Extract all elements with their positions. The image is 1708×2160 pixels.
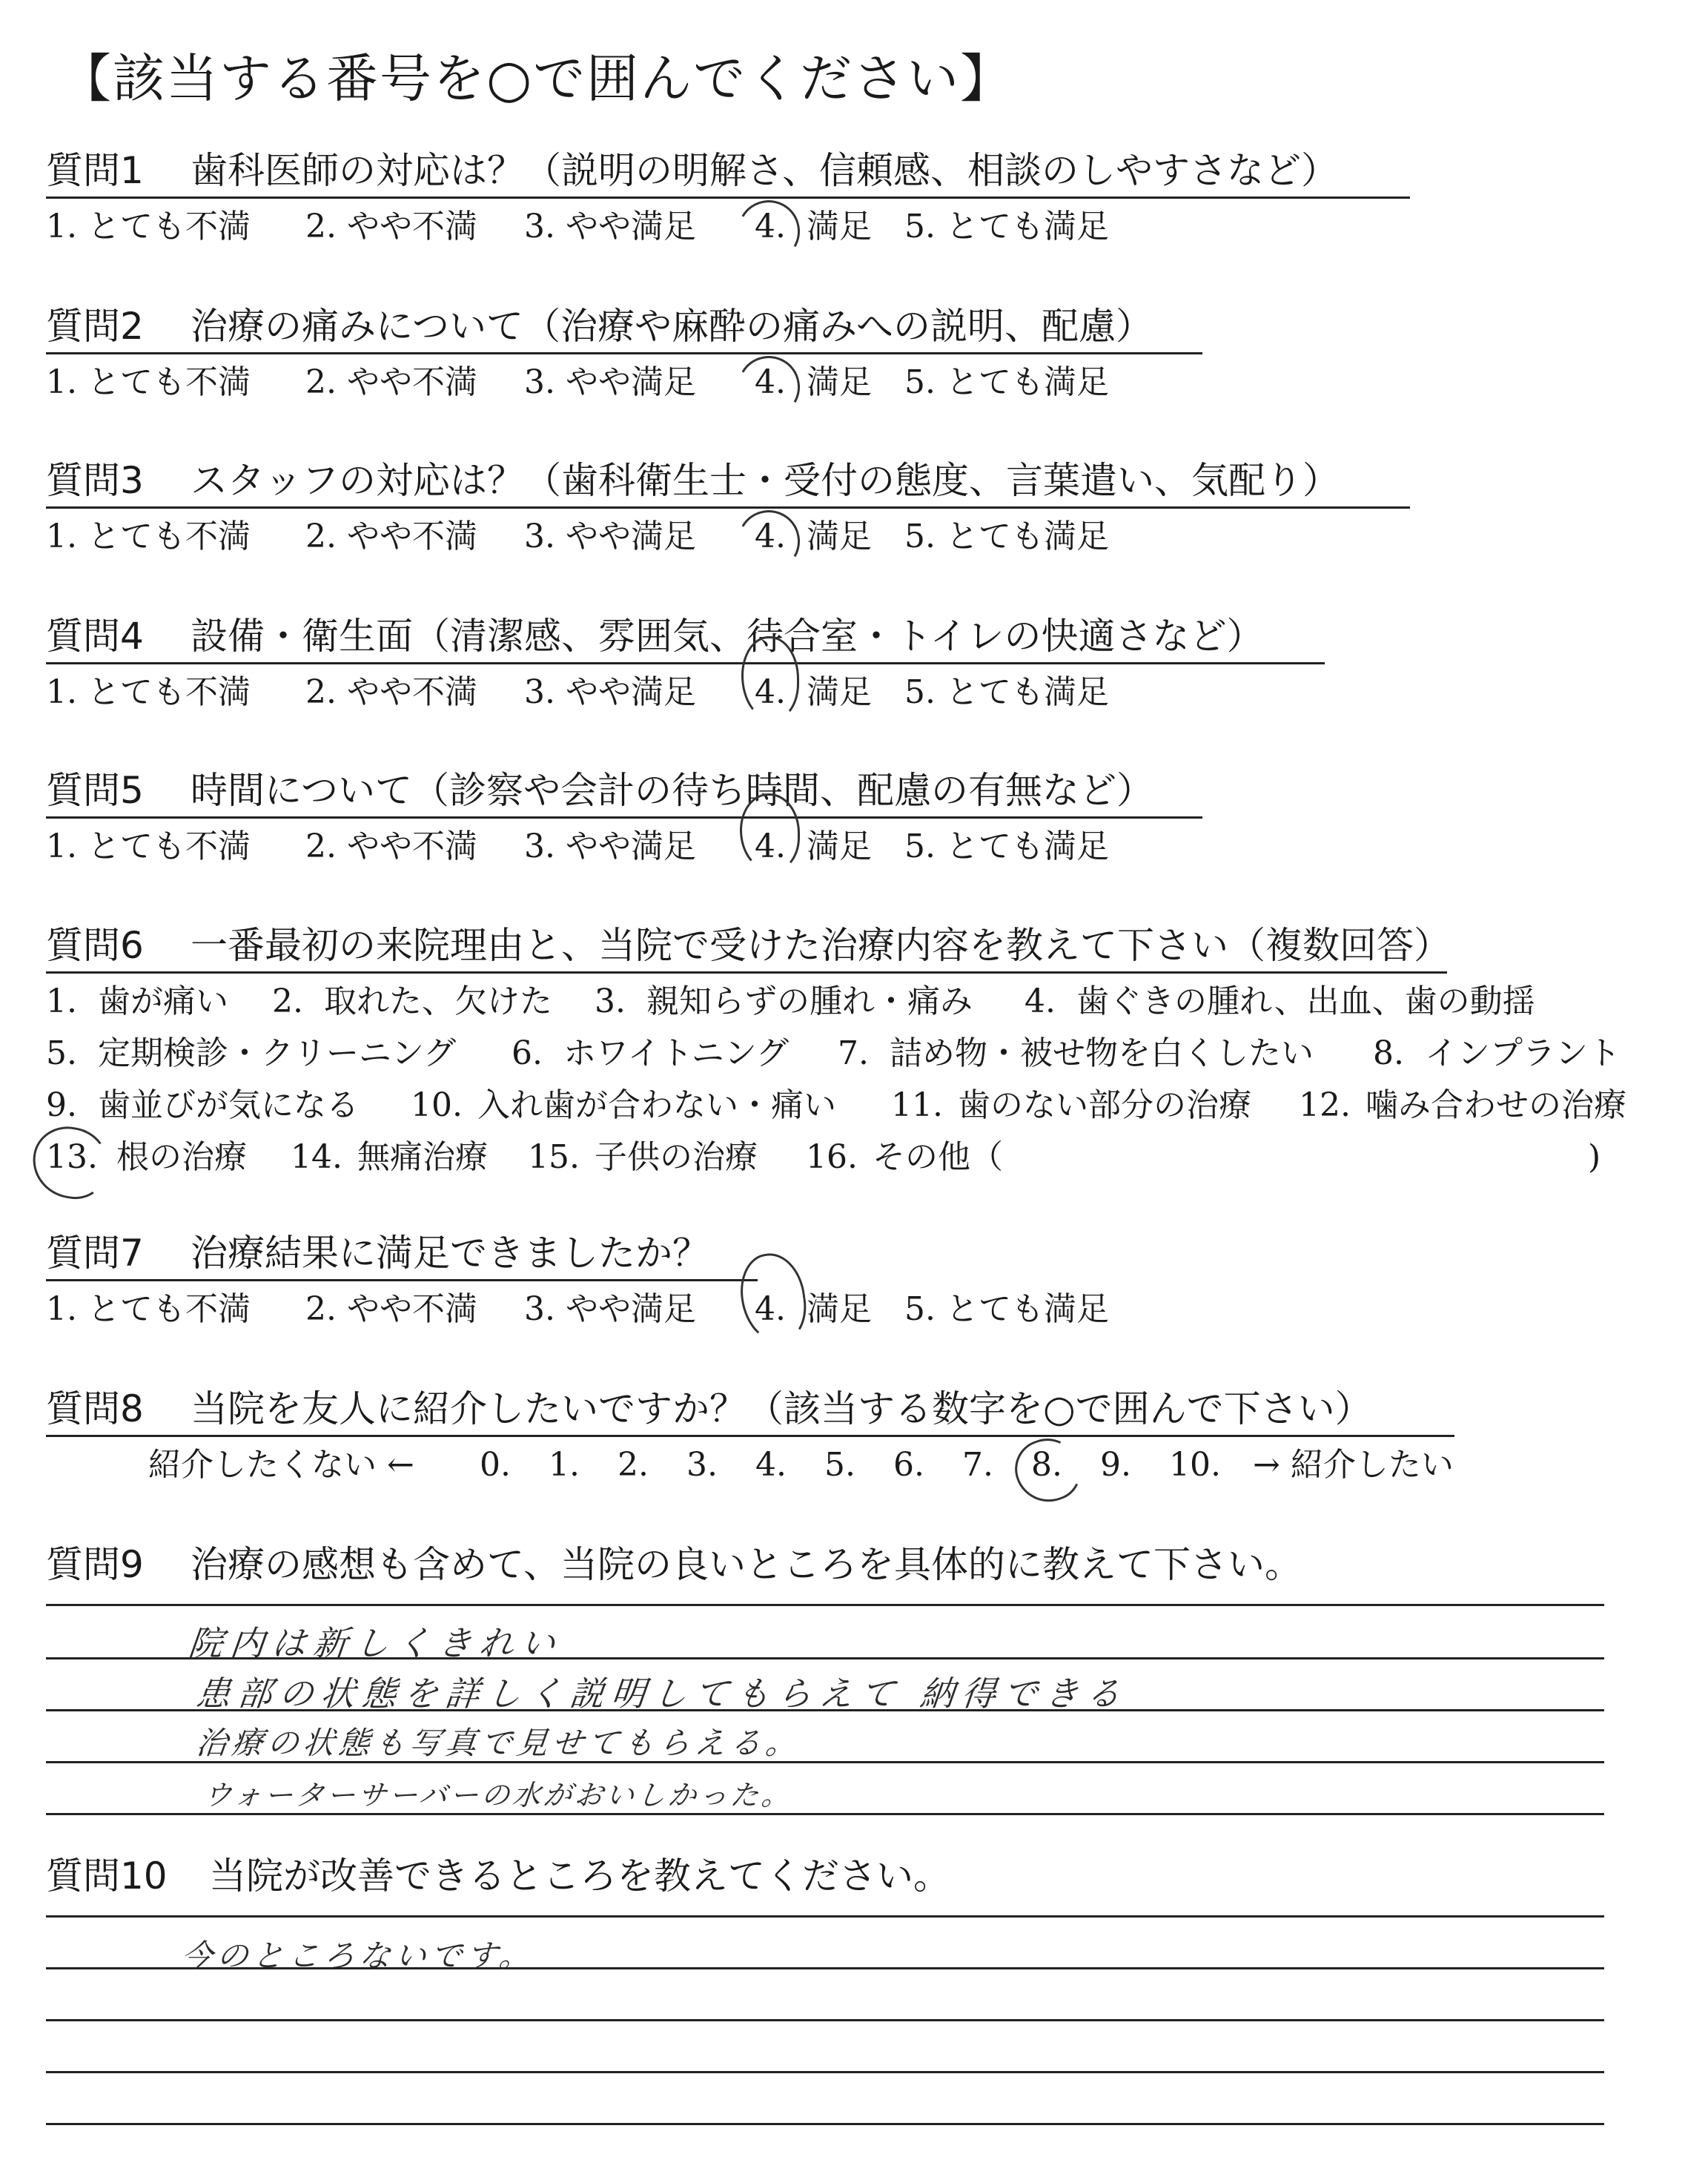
q2-option-4[interactable]: 4.	[755, 363, 786, 401]
q3-selection-circle	[731, 503, 807, 580]
q6-option-4-num[interactable]: 4.	[1025, 982, 1056, 1020]
q6-option-15[interactable]: 子供の治療	[595, 1138, 758, 1176]
q7-options	[46, 1290, 1232, 1335]
q1-selection-circle	[731, 194, 807, 270]
q6-option-12[interactable]: 噛み合わせの治療	[1366, 1086, 1626, 1124]
q2-options	[46, 363, 1232, 408]
q6-option-7[interactable]: 詰め物・被せ物を白くしたい	[890, 1034, 1314, 1072]
question-6-text: 一番最初の来院理由と、当院で受けた治療内容を教えて下さい（複数回答）	[191, 924, 1451, 967]
q6-option-9-num[interactable]: 9.	[46, 1086, 77, 1124]
q6-option-2-num[interactable]: 2.	[272, 982, 303, 1020]
question-2-heading	[46, 304, 1153, 349]
q9-answer-1[interactable]: 院内は新しくきれい	[186, 1623, 565, 1663]
question-6-heading	[46, 923, 1451, 968]
q6-option-14[interactable]: 無痛治療	[357, 1138, 488, 1176]
question-7-text: 治療結果に満足できましたか？	[191, 1232, 709, 1275]
q9-answer-line-5	[46, 1813, 1604, 1815]
q8-option-6[interactable]: 6.	[893, 1446, 924, 1484]
question-7-underline	[46, 1279, 758, 1281]
q8-option-9[interactable]: 9.	[1100, 1446, 1131, 1484]
q7-option-2[interactable]: 2. やや不満	[305, 1290, 477, 1328]
question-6-underline	[46, 971, 1447, 974]
question-4-heading	[46, 614, 1264, 658]
q9-answer-4[interactable]: ウォーターサーバーの水がおいしかった。	[202, 1779, 795, 1811]
q3-option-4-label: 満足	[807, 518, 872, 555]
q7-option-1[interactable]: 1. とても不満	[46, 1290, 251, 1328]
question-1-heading	[46, 148, 1338, 193]
question-10-heading	[46, 1854, 950, 1898]
q2-option-5[interactable]: 5. とても満足	[904, 363, 1109, 401]
q6-option-4[interactable]: 歯ぐきの腫れ、出血、歯の動揺	[1076, 982, 1535, 1020]
q8-option-2[interactable]: 2.	[618, 1446, 649, 1484]
q6-option-6[interactable]: ホワイトニング	[563, 1034, 790, 1072]
q6-option-9[interactable]: 歯並びが気になる	[98, 1086, 359, 1124]
q2-selection-circle	[731, 349, 807, 426]
question-8-text: 当院を友人に紹介したいですか？（該当する数字を○で囲んで下さい）	[191, 1387, 1372, 1430]
question-5-heading	[46, 768, 1153, 813]
q2-option-4-label: 満足	[807, 363, 872, 401]
question-1-number: 質問1	[46, 149, 144, 192]
q6-option-5-num[interactable]: 5.	[46, 1034, 77, 1072]
q2-option-1[interactable]: 1. とても不満	[46, 363, 251, 401]
q4-option-4-label: 満足	[807, 673, 872, 711]
question-2-number: 質問2	[46, 305, 144, 348]
q4-option-4[interactable]: 4.	[755, 673, 786, 711]
question-5-number: 質問5	[46, 769, 144, 812]
q10-answer-line-3	[46, 2019, 1604, 2021]
question-5-text: 時間について（診察や会計の待ち時間、配慮の有無など）	[191, 769, 1153, 812]
q8-left-label: 紹介したくない ←	[148, 1446, 414, 1484]
q8-option-5[interactable]: 5.	[824, 1446, 855, 1484]
q1-option-1[interactable]: 1. とても不満	[46, 208, 251, 245]
q8-option-10[interactable]: 10.	[1169, 1446, 1221, 1484]
question-1-underline	[46, 196, 1410, 199]
q4-option-5[interactable]: 5. とても満足	[904, 673, 1109, 711]
q6-option-10-num[interactable]: 10.	[411, 1086, 463, 1124]
q8-option-0[interactable]: 0.	[480, 1446, 511, 1484]
q5-option-2[interactable]: 2. やや不満	[305, 828, 477, 865]
q6-option-6-num[interactable]: 6.	[512, 1034, 543, 1072]
q7-option-5[interactable]: 5. とても満足	[904, 1290, 1109, 1328]
q6-option-14-num[interactable]: 14.	[291, 1138, 342, 1176]
q6-option-8-num[interactable]: 8.	[1373, 1034, 1404, 1072]
q7-option-3[interactable]: 3. やや満足	[524, 1290, 696, 1328]
q5-options	[46, 828, 1232, 872]
q6-selection-circle	[27, 1121, 113, 1204]
question-5-underline	[46, 816, 1202, 819]
q6-option-8[interactable]: インプラント	[1425, 1034, 1621, 1072]
q6-row-1	[46, 982, 1640, 1027]
q1-option-5[interactable]: 5. とても満足	[904, 208, 1109, 245]
question-7-heading	[46, 1231, 709, 1275]
q8-selection-circle	[1007, 1430, 1088, 1511]
q10-answer-line-1	[46, 1915, 1604, 1918]
q8-option-8[interactable]: 8.	[1031, 1446, 1062, 1484]
q8-option-1[interactable]: 1.	[549, 1446, 580, 1484]
form-title: 【該当する番号を○で囲んでください】	[59, 48, 1014, 109]
q5-option-3[interactable]: 3. やや満足	[524, 828, 696, 865]
q6-option-3-num[interactable]: 3.	[595, 982, 626, 1020]
q1-option-4[interactable]: 4.	[755, 208, 786, 245]
question-3-number: 質問3	[46, 459, 144, 502]
q6-option-2[interactable]: 取れた、欠けた	[324, 982, 552, 1020]
q3-option-4[interactable]: 4.	[755, 518, 786, 555]
q9-answer-2[interactable]: 患部の状態を詳しく説明してもらえて 納得できる	[193, 1674, 1131, 1714]
q6-option-13[interactable]: 根の治療	[116, 1138, 247, 1176]
q3-option-3[interactable]: 3. やや満足	[524, 518, 696, 555]
q6-option-1[interactable]: 歯が痛い	[98, 982, 228, 1020]
question-6-number: 質問6	[46, 924, 144, 967]
q7-option-4[interactable]: 4.	[755, 1290, 786, 1328]
q8-option-7[interactable]: 7.	[962, 1446, 993, 1484]
q1-option-3[interactable]: 3. やや満足	[524, 208, 696, 245]
question-8-underline	[46, 1435, 1454, 1437]
q6-row-2	[46, 1034, 1640, 1079]
q5-option-4[interactable]: 4.	[755, 828, 786, 865]
question-9-heading	[46, 1542, 1302, 1587]
question-3-text: スタッフの対応は？（歯科衛生士・受付の態度、言葉遣い、気配り）	[191, 459, 1340, 502]
q2-option-3[interactable]: 3. やや満足	[524, 363, 696, 401]
q6-option-7-num[interactable]: 7.	[838, 1034, 869, 1072]
question-8-number: 質問8	[46, 1387, 144, 1430]
question-9-text: 治療の感想も含めて、当院の良いところを具体的に教えて下さい。	[191, 1543, 1302, 1586]
q1-option-2[interactable]: 2. やや不満	[305, 208, 477, 245]
q6-option-10[interactable]: 入れ歯が合わない・痛い	[477, 1086, 836, 1124]
q6-row-3	[46, 1086, 1662, 1131]
q6-row-4	[46, 1138, 1640, 1183]
q7-option-4-label: 満足	[807, 1290, 872, 1328]
question-3-heading	[46, 458, 1340, 503]
q8-option-3[interactable]: 3.	[686, 1446, 718, 1484]
question-4-number: 質問4	[46, 615, 144, 658]
q6-option-15-num[interactable]: 15.	[528, 1138, 580, 1176]
question-7-number: 質問7	[46, 1232, 144, 1275]
q10-answer-line-4	[46, 2071, 1604, 2073]
q4-option-3[interactable]: 3. やや満足	[524, 673, 696, 711]
q6-option-13-num[interactable]: 13.	[46, 1138, 98, 1176]
q6-option-12-num[interactable]: 12.	[1299, 1086, 1351, 1124]
question-4-underline	[46, 662, 1325, 664]
q6-option-16[interactable]: その他（	[873, 1138, 1003, 1176]
q4-option-1[interactable]: 1. とても不満	[46, 673, 251, 711]
q2-option-2[interactable]: 2. やや不満	[305, 363, 477, 401]
question-2-text: 治療の痛みについて（治療や麻酔の痛みへの説明、配慮）	[191, 305, 1153, 348]
q6-option-16-num[interactable]: 16.	[806, 1138, 858, 1176]
q5-option-1[interactable]: 1. とても不満	[46, 828, 251, 865]
question-4-text: 設備・衛生面（清潔感、雰囲気、待合室・トイレの快適さなど）	[191, 615, 1264, 658]
q5-option-4-label: 満足	[807, 828, 872, 865]
q6-option-11[interactable]: 歯のない部分の治療	[958, 1086, 1251, 1124]
q9-answer-3[interactable]: 治療の状態も写真で見せてもらえる。	[194, 1725, 804, 1761]
q8-option-4[interactable]: 4.	[755, 1446, 787, 1484]
question-10-number: 質問10	[46, 1855, 168, 1898]
q5-option-5[interactable]: 5. とても満足	[904, 828, 1109, 865]
q4-options	[46, 673, 1232, 718]
question-9-number: 質問9	[46, 1543, 144, 1586]
question-10-text: 当院が改善できるところを教えてください。	[209, 1855, 950, 1898]
q6-option-3[interactable]: 親知らずの腫れ・痛み	[646, 982, 973, 1020]
question-1-text: 歯科医師の対応は？（説明の明解さ、信頼感、相談のしやすさなど）	[191, 149, 1338, 192]
q8-scale	[148, 1446, 1497, 1490]
q6-option-1-num[interactable]: 1.	[46, 982, 77, 1020]
q6-other-close-paren: )	[1588, 1138, 1601, 1176]
question-3-underline	[46, 506, 1410, 509]
question-2-underline	[46, 352, 1202, 354]
q9-answer-line-1	[46, 1604, 1604, 1606]
q3-option-5[interactable]: 5. とても満足	[904, 518, 1109, 555]
q6-option-5[interactable]: 定期検診・クリーニング	[98, 1034, 457, 1072]
q4-option-2[interactable]: 2. やや不満	[305, 673, 477, 711]
q10-answer-line-5	[46, 2123, 1604, 2125]
q3-option-2[interactable]: 2. やや不満	[305, 518, 477, 555]
q3-options	[46, 518, 1232, 562]
q1-options	[46, 208, 1232, 252]
q6-option-11-num[interactable]: 11.	[891, 1086, 943, 1124]
q3-option-1[interactable]: 1. とても不満	[46, 518, 251, 555]
q1-option-4-label: 満足	[807, 208, 872, 245]
question-8-heading	[46, 1387, 1372, 1431]
q10-answer-1[interactable]: 今のところないです。	[179, 1938, 537, 1974]
q8-right-label: → 紹介したい	[1253, 1446, 1454, 1484]
